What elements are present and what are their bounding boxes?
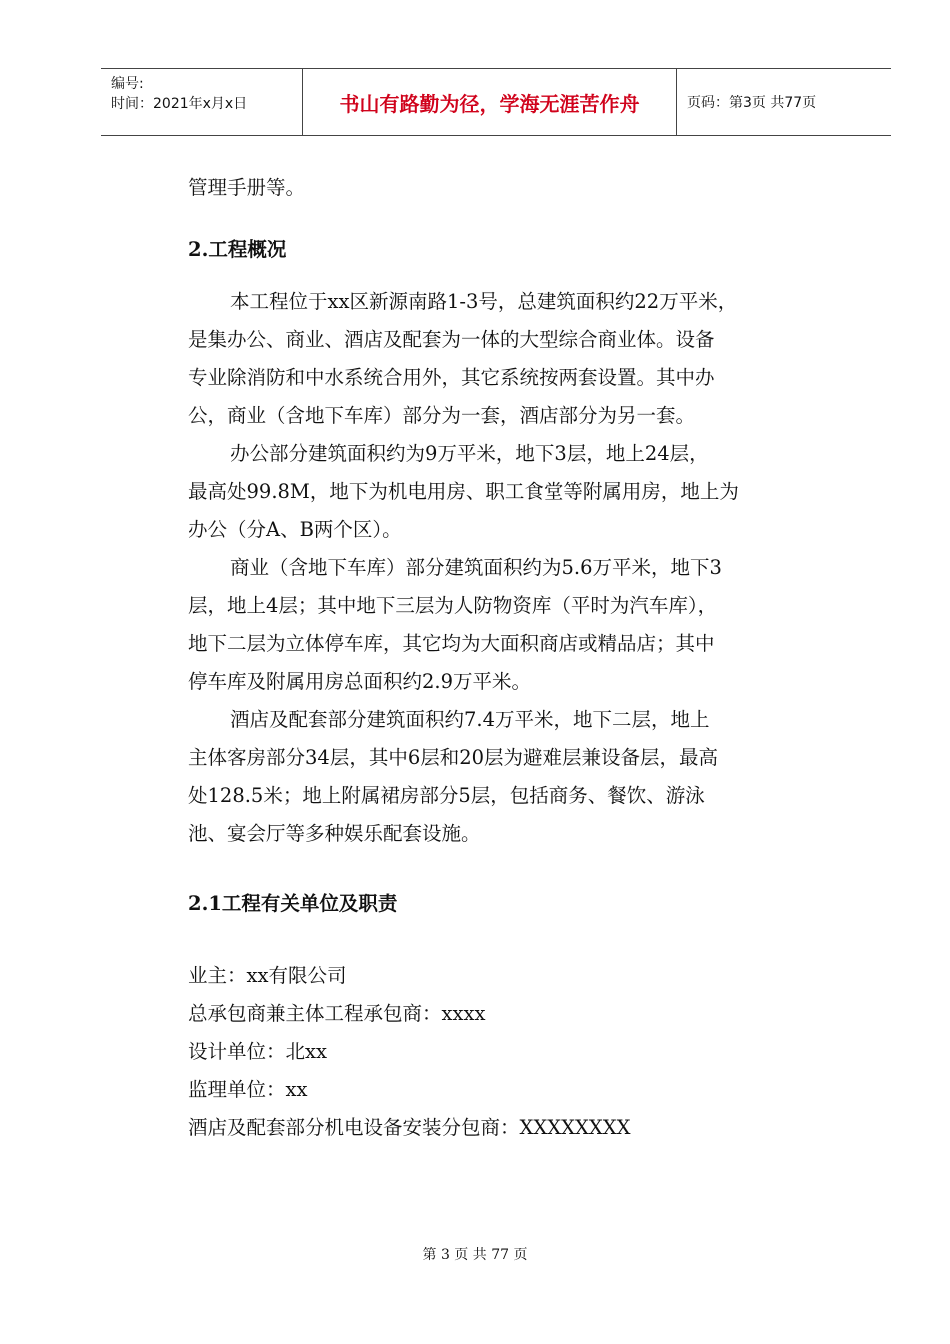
unit-line: 业主：xx有限公司 xyxy=(188,964,347,987)
motto-text: 书山有路勤为径，学海无涯苦作舟 xyxy=(339,91,640,116)
paragraph-line: 商业（含地下车库）部分建筑面积约为5.6万平米，地下3 xyxy=(230,556,722,579)
paragraph-line: 办公（分A、B两个区）。 xyxy=(188,518,402,541)
number-label: 编号: xyxy=(111,76,144,92)
page-header xyxy=(101,68,891,136)
header-motto-cell xyxy=(303,69,677,135)
paragraph-line: 本工程位于xx区新源南路1-3号，总建筑面积约22万平米， xyxy=(230,290,738,313)
paragraph-line: 专业除消防和中水系统合用外，其它系统按两套设置。其中办 xyxy=(188,366,715,389)
unit-line: 酒店及配套部分机电设备安装分包商：XXXXXXXX xyxy=(188,1116,631,1139)
paragraph-line: 最高处99.8M，地下为机电用房、职工食堂等附属用房，地上为 xyxy=(188,480,739,503)
paragraph-line: 主体客房部分34层，其中6层和20层为避难层兼设备层，最高 xyxy=(188,746,719,769)
header-left-cell xyxy=(101,69,303,135)
paragraph-line: 酒店及配套部分建筑面积约7.4万平米，地下二层，地上 xyxy=(230,708,710,731)
unit-line: 总承包商兼主体工程承包商：xxxx xyxy=(188,1002,486,1025)
header-page-info-cell xyxy=(677,69,891,135)
time-label: 时间：2021年x月x日 xyxy=(111,96,248,112)
paragraph-line: 层，地上4层；其中地下三层为人防物资库（平时为汽车库）， xyxy=(188,594,718,617)
section-2-title: 2.工程概况 xyxy=(188,238,287,261)
paragraph-line: 是集办公、商业、酒店及配套为一体的大型综合商业体。设备 xyxy=(188,328,715,351)
page-footer: 第 3 页 共 77 页 xyxy=(422,1247,528,1263)
paragraph-line: 池、宴会厅等多种娱乐配套设施。 xyxy=(188,822,481,845)
unit-line: 监理单位：xx xyxy=(188,1078,308,1101)
page-info: 页码：第3页 共77页 xyxy=(687,95,817,111)
paragraph-line: 办公部分建筑面积约为9万平米，地下3层，地上24层， xyxy=(230,442,709,465)
paragraph-line: 公，商业（含地下车库）部分为一套，酒店部分为另一套。 xyxy=(188,404,696,427)
paragraph-line: 处128.5米；地上附属裙房部分5层，包括商务、餐饮、游泳 xyxy=(188,784,705,807)
paragraph-line: 停车库及附属用房总面积约2.9万平米。 xyxy=(188,670,532,693)
paragraph-line: 地下二层为立体停车库，其它均为大面积商店或精品店；其中 xyxy=(188,632,715,655)
continuation-text: 管理手册等。 xyxy=(188,176,306,199)
unit-line: 设计单位：北xx xyxy=(188,1040,327,1063)
section-2-1-title: 2.1工程有关单位及职责 xyxy=(188,892,398,915)
